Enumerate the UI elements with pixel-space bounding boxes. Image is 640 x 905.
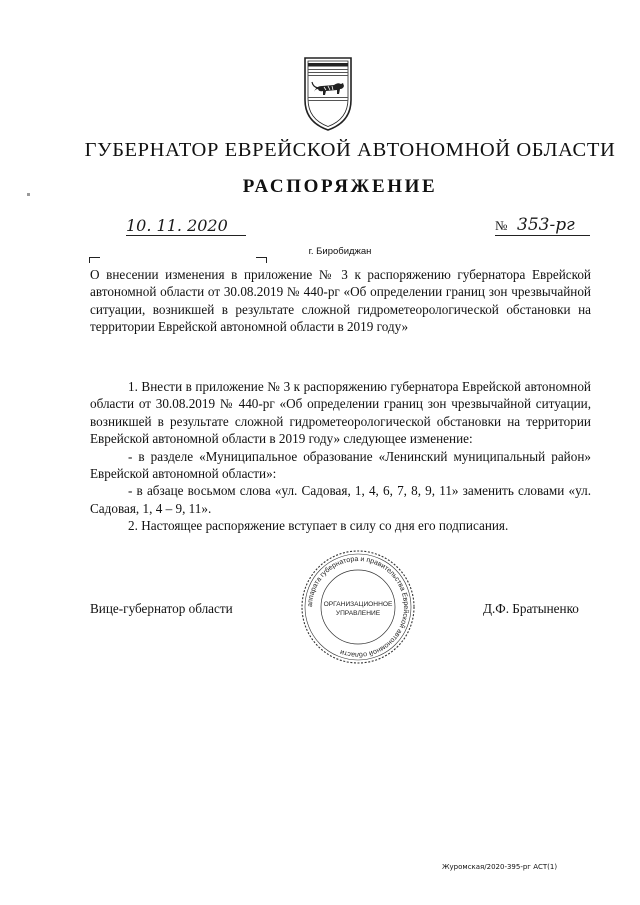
scan-speck xyxy=(27,193,30,196)
document-type: РАСПОРЯЖЕНИЕ xyxy=(242,176,438,197)
document-date: 10. 11. 2020 xyxy=(126,216,228,235)
paragraph-4: 2. Настоящее распоряжение вступает в силу со дня его подписания. xyxy=(128,518,509,534)
document-number: 353-рг xyxy=(517,215,575,235)
footer-registration-code: Журомская/2020-395-рг АСТ(1) xyxy=(442,863,558,871)
seal-center-line-1: ОРГАНИЗАЦИОННОЕ xyxy=(323,601,393,608)
document-body xyxy=(90,378,591,535)
number-field xyxy=(495,213,590,236)
subject-bracket-right xyxy=(256,257,267,263)
subject-title: О внесении изменения в приложение № 3 к распоряжению губернатора Еврейской автономной области от 30.08.2019 № 440-рг «Об определении границ зон чрезвычайной ситуации, возникшей в результате сложной гидрометеорологической обстановки на территории Еврейской автономной области в 2019 году» xyxy=(90,267,591,334)
official-seal xyxy=(299,548,417,666)
paragraph-1: 1. Внести в приложение № 3 к распоряжению губернатора Еврейской автономной области от 30.08.2019 № 440-рг «Об определении границ зон чрезвычайной ситуации, возникшей в результате сложной гидрометеорологической обстановки на территории Еврейской автономной области в 2019 году» следующее изменение: xyxy=(90,379,591,447)
seal-center-line-2: УПРАВЛЕНИЕ xyxy=(335,610,381,617)
signatory-name: Д.Ф. Братыненко xyxy=(483,601,579,616)
subject-bracket-left xyxy=(89,257,100,263)
paragraph-2: - в разделе «Муниципальное образование «Ленинский муниципальный район» Еврейской автономной области»: xyxy=(90,448,591,482)
coat-of-arms-emblem xyxy=(302,56,354,132)
issuer-heading: ГУБЕРНАТОР ЕВРЕЙСКОЙ АВТОНОМНОЙ ОБЛАСТИ xyxy=(84,139,616,161)
signatory-role: Вице-губернатор области xyxy=(90,601,233,616)
number-sign: № xyxy=(495,218,508,233)
paragraph-3: - в абзаце восьмом слова «ул. Садовая, 1, 4, 6, 7, 8, 9, 11» заменить словами «ул. Садовая, 1, 4 – 9, 11». xyxy=(90,483,591,516)
city-line: г. Биробиджан xyxy=(308,246,372,257)
date-field xyxy=(126,213,246,236)
seal-ring-text: аппарата губернатора и правительства Еврейской автономной области xyxy=(306,555,410,659)
